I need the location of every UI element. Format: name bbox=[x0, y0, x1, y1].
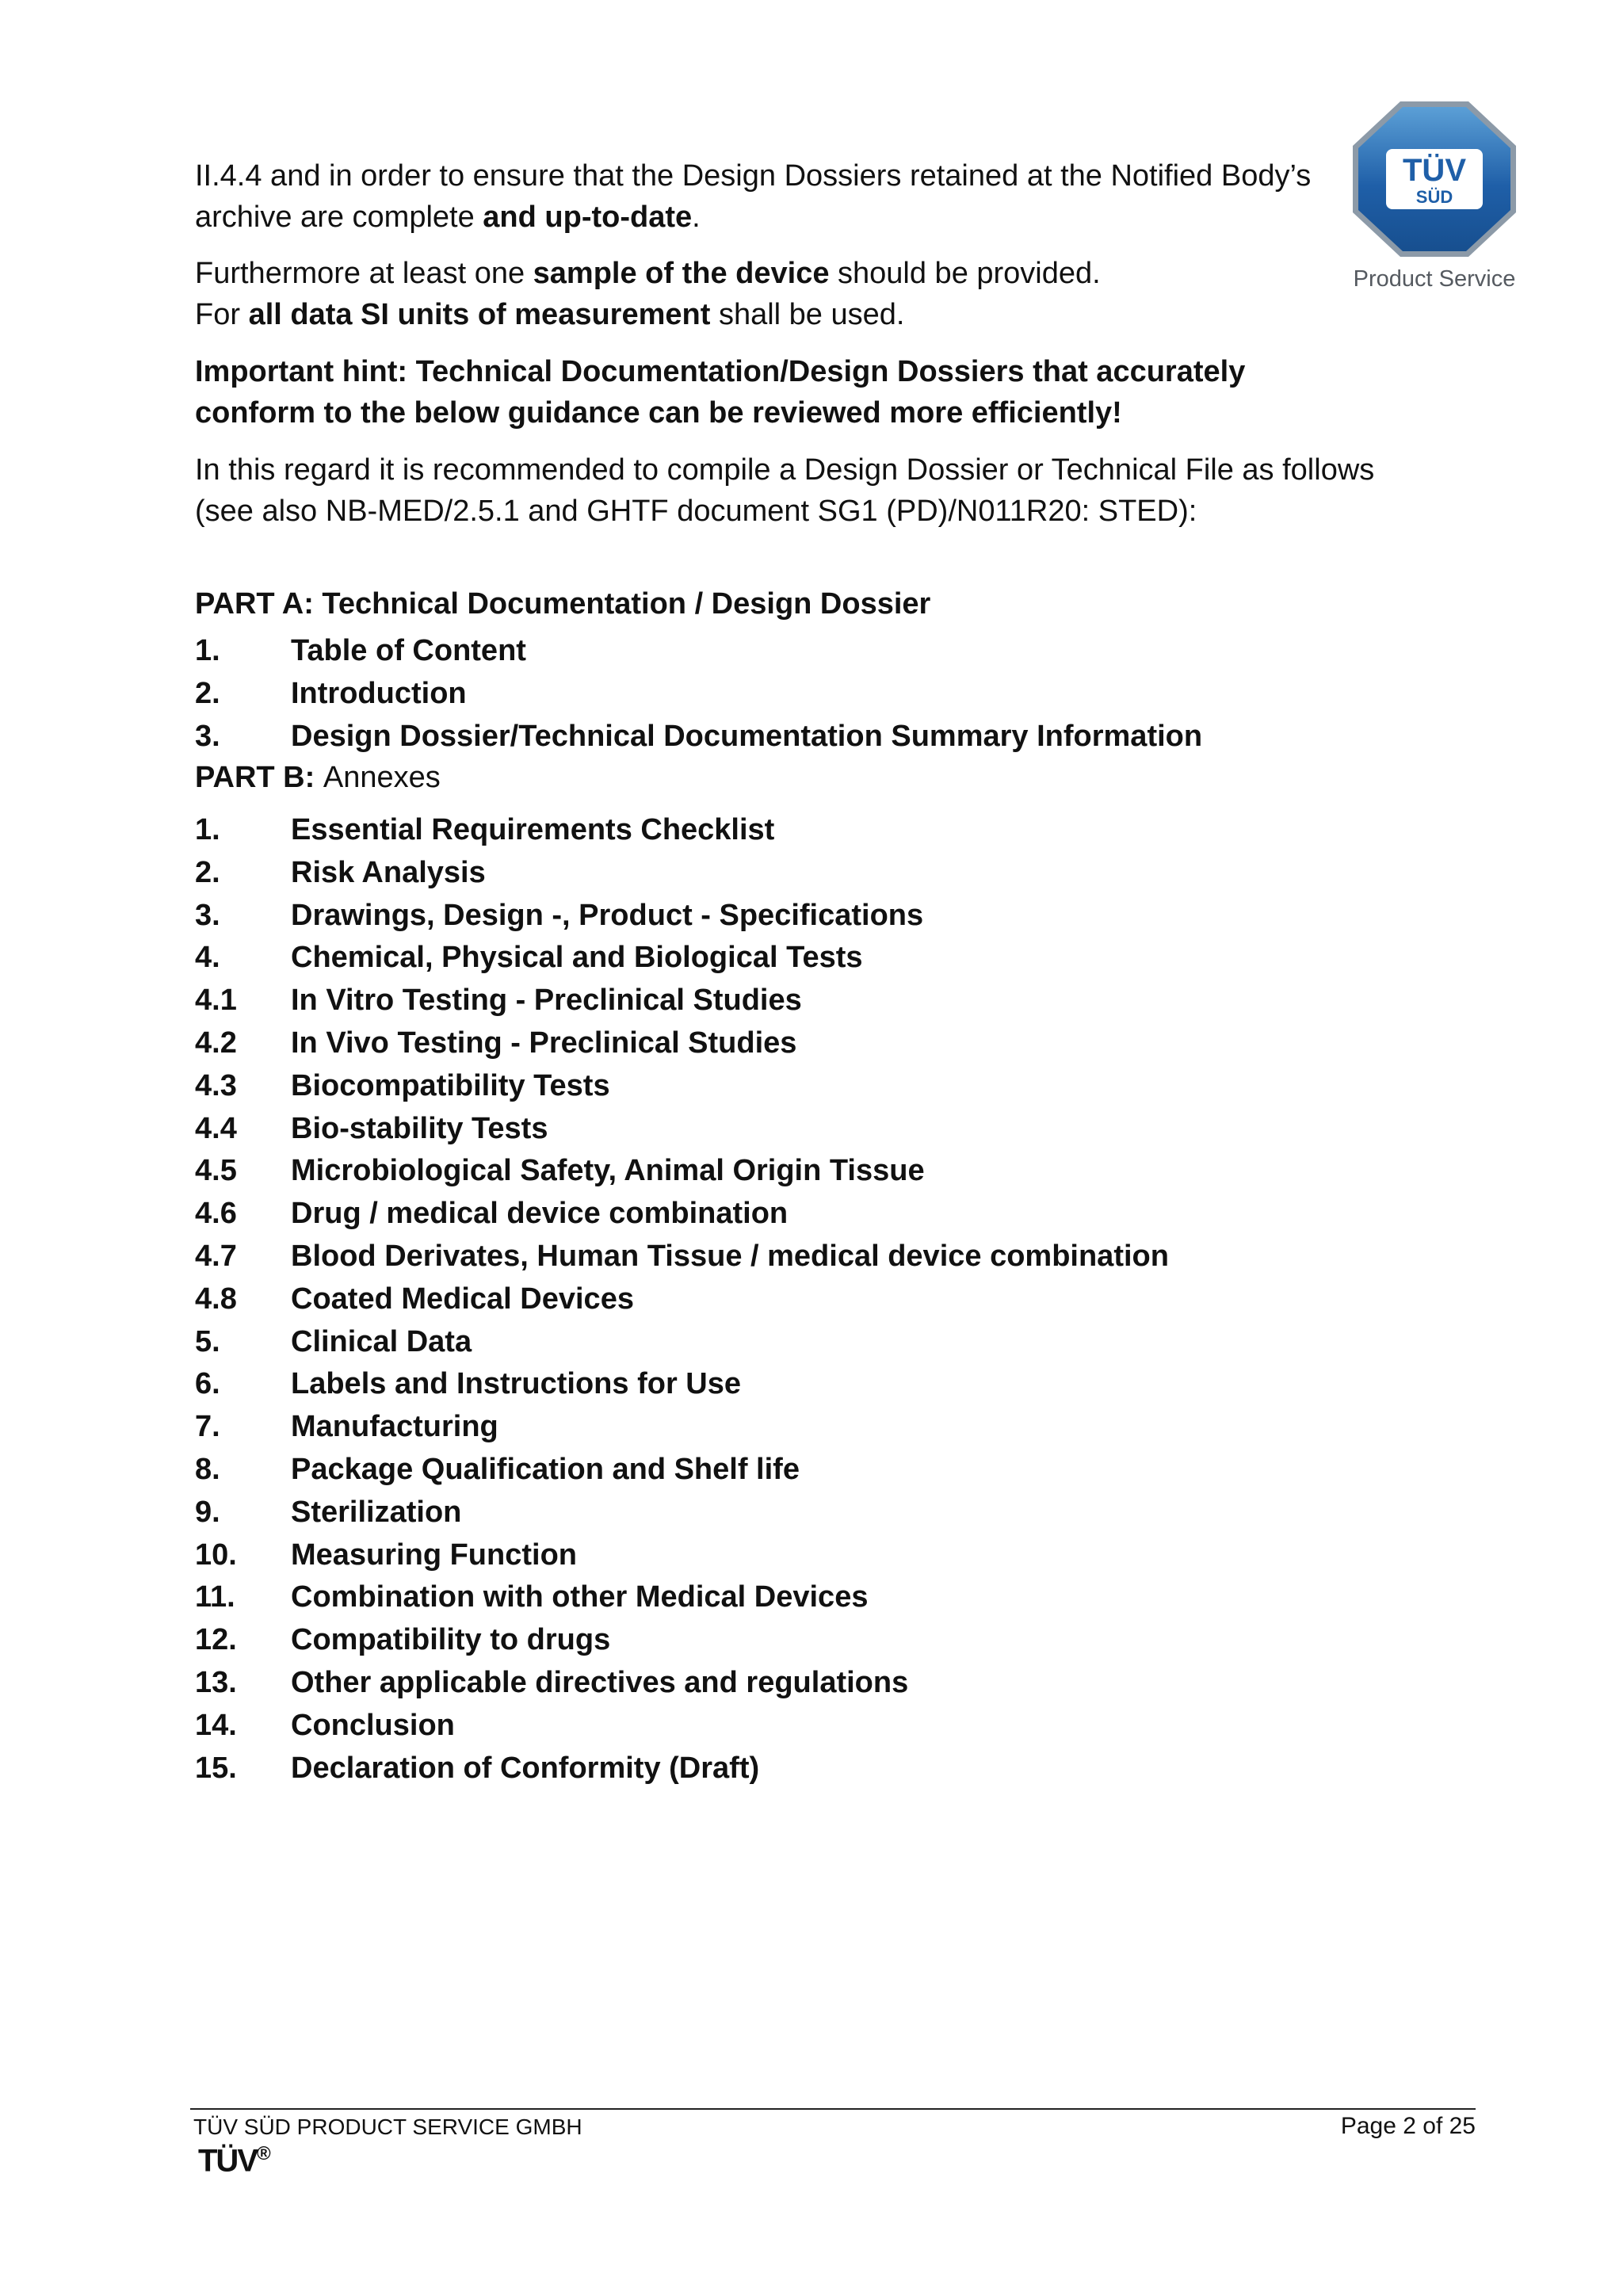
list-item-number: 14. bbox=[195, 1708, 237, 1742]
list-item-text: In Vitro Testing - Preclinical Studies bbox=[291, 984, 802, 1018]
list-item-number: 6. bbox=[195, 1367, 220, 1401]
list-item-text: Introduction bbox=[291, 677, 467, 710]
list-item-text: Drug / medical device combination bbox=[291, 1197, 789, 1231]
list-item-number: 4.6 bbox=[195, 1197, 237, 1231]
list-item-text: Package Qualification and Shelf life bbox=[291, 1453, 800, 1486]
list-item-number: 2. bbox=[195, 677, 220, 710]
list-item-number: 9. bbox=[195, 1495, 220, 1529]
list-item-text: Declaration of Conformity (Draft) bbox=[291, 1751, 760, 1785]
list-item-text: Conclusion bbox=[291, 1708, 455, 1742]
list-item-text: Table of Content bbox=[291, 634, 526, 667]
page-number: Page 2 of 25 bbox=[1340, 2113, 1476, 2139]
list-item-text: Biocompatibility Tests bbox=[291, 1068, 610, 1102]
list-item-text: Measuring Function bbox=[291, 1538, 577, 1572]
intro-paragraph-2: Furthermore at least one sample of the device should be provided. bbox=[195, 257, 1101, 290]
list-item-text: Risk Analysis bbox=[291, 855, 486, 889]
list-item-number: 12. bbox=[195, 1623, 237, 1657]
footer-company: TÜV SÜD PRODUCT SERVICE GMBH bbox=[193, 2115, 582, 2139]
list-item-text: In Vivo Testing - Preclinical Studies bbox=[291, 1026, 797, 1060]
part-a-heading: PART A: Technical Documentation / Design Dossier bbox=[195, 587, 931, 621]
list-item-text: Combination with other Medical Devices bbox=[291, 1580, 869, 1614]
footer-divider bbox=[190, 2108, 1476, 2110]
list-item-text: Design Dossier/Technical Documentation Summary Information bbox=[291, 720, 1203, 753]
list-item-number: 15. bbox=[195, 1751, 237, 1785]
list-item-text: Essential Requirements Checklist bbox=[291, 813, 775, 846]
list-item-text: Blood Derivates, Human Tissue / medical device combination bbox=[291, 1240, 1169, 1273]
list-item-number: 4.1 bbox=[195, 984, 237, 1018]
footer-tuv-mark: TÜV® bbox=[198, 2143, 271, 2179]
intro-paragraph-3: For all data SI units of measurement shall be used. bbox=[195, 298, 905, 331]
logo-sub: SÜD bbox=[1415, 187, 1453, 207]
list-item-number: 4. bbox=[195, 941, 220, 975]
list-item-number: 3. bbox=[195, 720, 220, 753]
list-item-number: 4.3 bbox=[195, 1068, 237, 1102]
logo-mark: TÜV bbox=[1403, 153, 1466, 188]
list-item-number: 1. bbox=[195, 813, 220, 846]
list-item-number: 11. bbox=[195, 1580, 235, 1614]
list-item-text: Drawings, Design -, Product - Specifications bbox=[291, 898, 924, 932]
list-item-number: 4.5 bbox=[195, 1154, 237, 1188]
list-item-text: Labels and Instructions for Use bbox=[291, 1367, 741, 1401]
part-b-heading: PART B: Annexes bbox=[195, 761, 441, 794]
list-item-text: Coated Medical Devices bbox=[291, 1282, 634, 1316]
list-item-number: 4.2 bbox=[195, 1026, 237, 1060]
list-item-text: Sterilization bbox=[291, 1495, 462, 1529]
list-item-number: 13. bbox=[195, 1666, 237, 1699]
list-item-text: Microbiological Safety, Animal Origin Tissue bbox=[291, 1154, 925, 1188]
list-item-number: 5. bbox=[195, 1324, 220, 1358]
list-item-number: 4.8 bbox=[195, 1282, 237, 1316]
list-item-text: Compatibility to drugs bbox=[291, 1623, 611, 1657]
list-item-text: Other applicable directives and regulations bbox=[291, 1666, 909, 1699]
list-item-text: Chemical, Physical and Biological Tests bbox=[291, 941, 863, 975]
list-item-number: 10. bbox=[195, 1538, 237, 1572]
intro-paragraph-1: II.4.4 and in order to ensure that the Design Dossiers retained at the Notified Body’s archive are complete and up-to-date. bbox=[195, 159, 1312, 234]
important-hint: Important hint: Technical Documentation/Design Dossiers that accurately conform to the below guidance can be reviewed more efficiently! bbox=[195, 355, 1246, 430]
list-item-number: 8. bbox=[195, 1453, 220, 1486]
list-item-number: 3. bbox=[195, 898, 220, 932]
intro-paragraph-4: In this regard it is recommended to compile a Design Dossier or Technical File as follows (see also NB-MED/2.5.1 and GHTF document SG1 (PD)/N011R20: STED): bbox=[195, 453, 1375, 528]
list-item-number: 4.4 bbox=[195, 1111, 237, 1145]
list-item-text: Bio-stability Tests bbox=[291, 1111, 548, 1145]
list-item-text: Clinical Data bbox=[291, 1324, 472, 1358]
list-item-number: 2. bbox=[195, 855, 220, 889]
list-item-number: 7. bbox=[195, 1410, 220, 1444]
list-item-number: 1. bbox=[195, 634, 220, 667]
logo-caption: Product Service bbox=[1353, 266, 1516, 292]
list-item-text: Manufacturing bbox=[291, 1410, 498, 1444]
list-item-number: 4.7 bbox=[195, 1240, 237, 1273]
